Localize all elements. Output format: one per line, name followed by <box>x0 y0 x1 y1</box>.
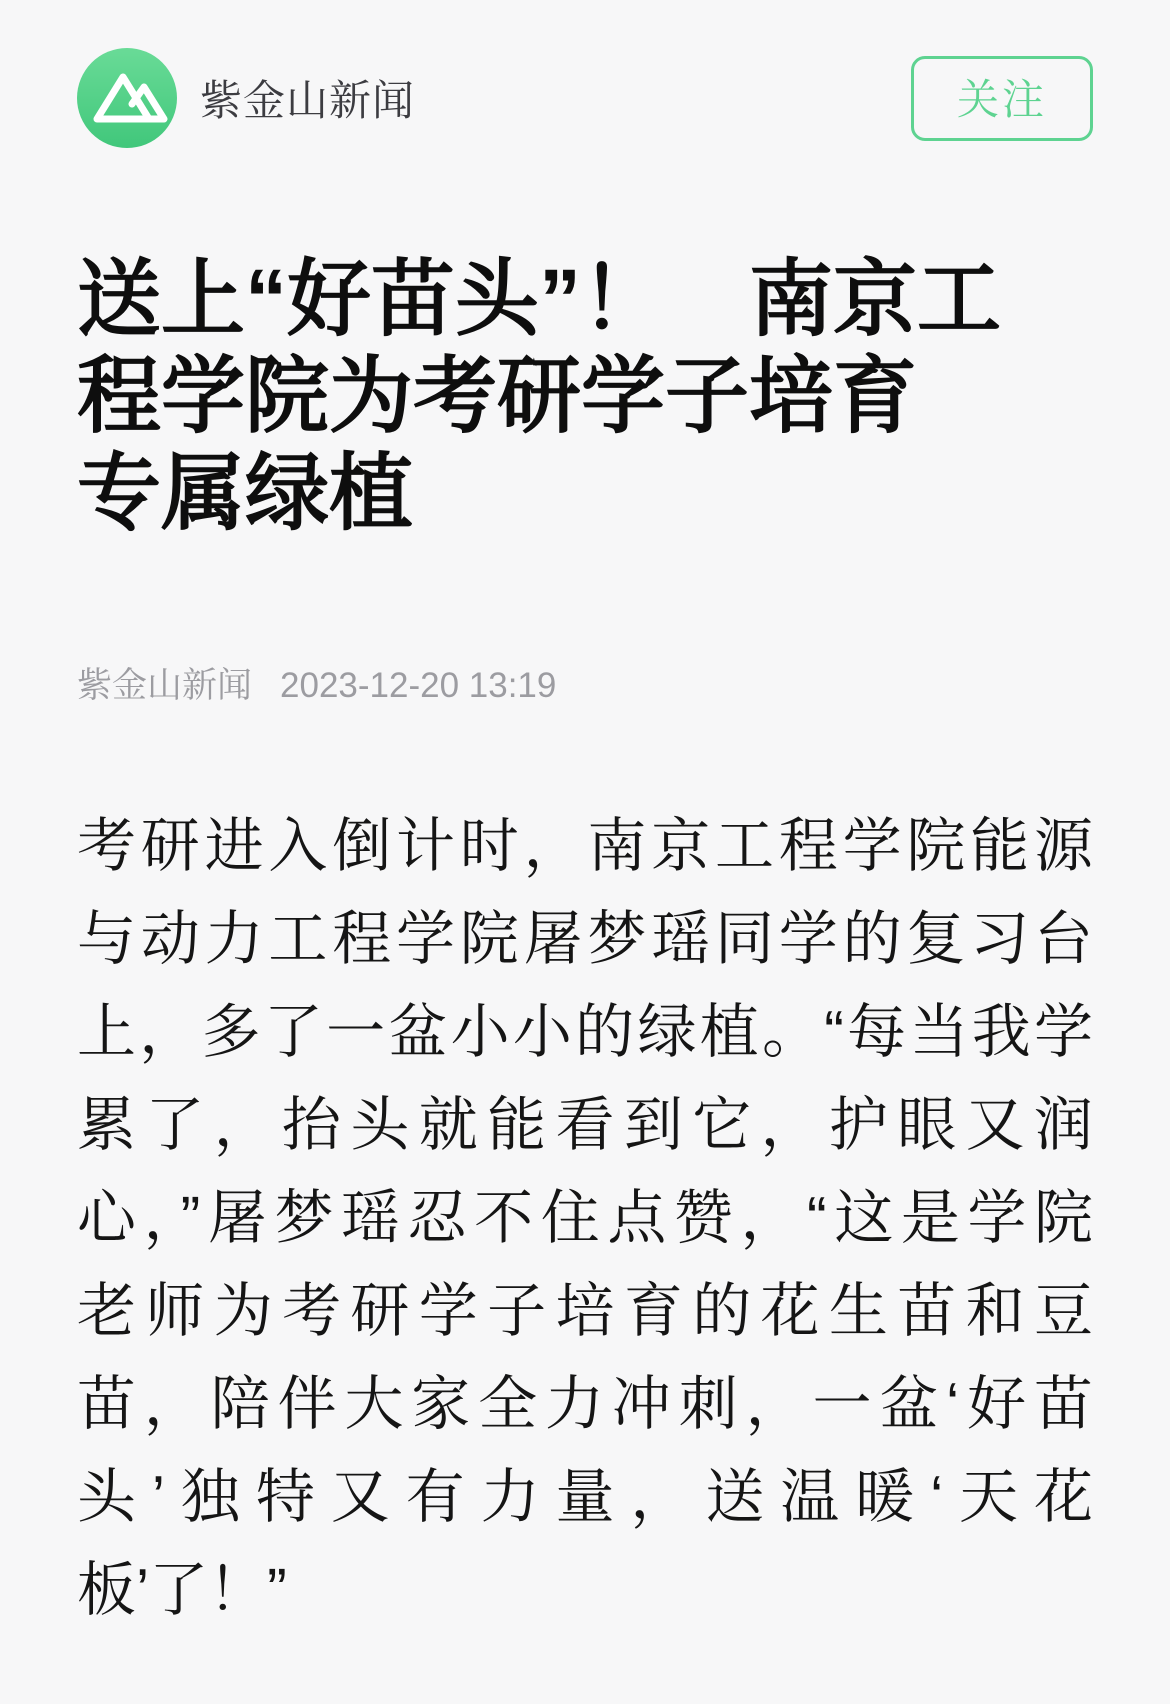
byline-source: 紫金山新闻 <box>77 666 253 705</box>
publisher-name: 紫金山新闻 <box>200 77 416 124</box>
body-line: 板’了！” <box>77 1557 287 1623</box>
title-line: 程学院为考研学子培育 <box>77 349 918 443</box>
body-line: 心，”屠梦瑶忍不住点赞，“这是学院 <box>77 1185 1093 1251</box>
article-byline <box>77 658 1093 708</box>
article-header <box>77 48 1093 148</box>
article-title <box>77 251 1093 542</box>
body-line: 累了，抬头就能看到它，护眼又润 <box>77 1092 1093 1158</box>
body-line: 与动力工程学院屠梦瑶同学的复习台 <box>77 906 1093 972</box>
body-line: 上，多了一盆小小的绿植。“每当我学 <box>77 999 1093 1065</box>
title-line: 专属绿植 <box>77 446 414 540</box>
body-line: 考研进入倒计时，南京工程学院能源 <box>77 813 1093 879</box>
publisher-brand[interactable] <box>77 48 415 148</box>
follow-button[interactable]: 关注 <box>911 56 1093 141</box>
mountain-peaks-icon <box>77 48 177 148</box>
title-line: 送上“好苗头”！ 南京工 <box>77 252 1002 346</box>
byline-datetime: 2023-12-20 13:19 <box>280 666 557 705</box>
body-line: 头’独特又有力量，送温暖‘天花 <box>77 1464 1093 1530</box>
article-body <box>77 800 1093 1637</box>
body-line: 苗，陪伴大家全力冲刺，一盆‘好苗 <box>77 1371 1093 1437</box>
body-line: 老师为考研学子培育的花生苗和豆 <box>77 1278 1093 1344</box>
